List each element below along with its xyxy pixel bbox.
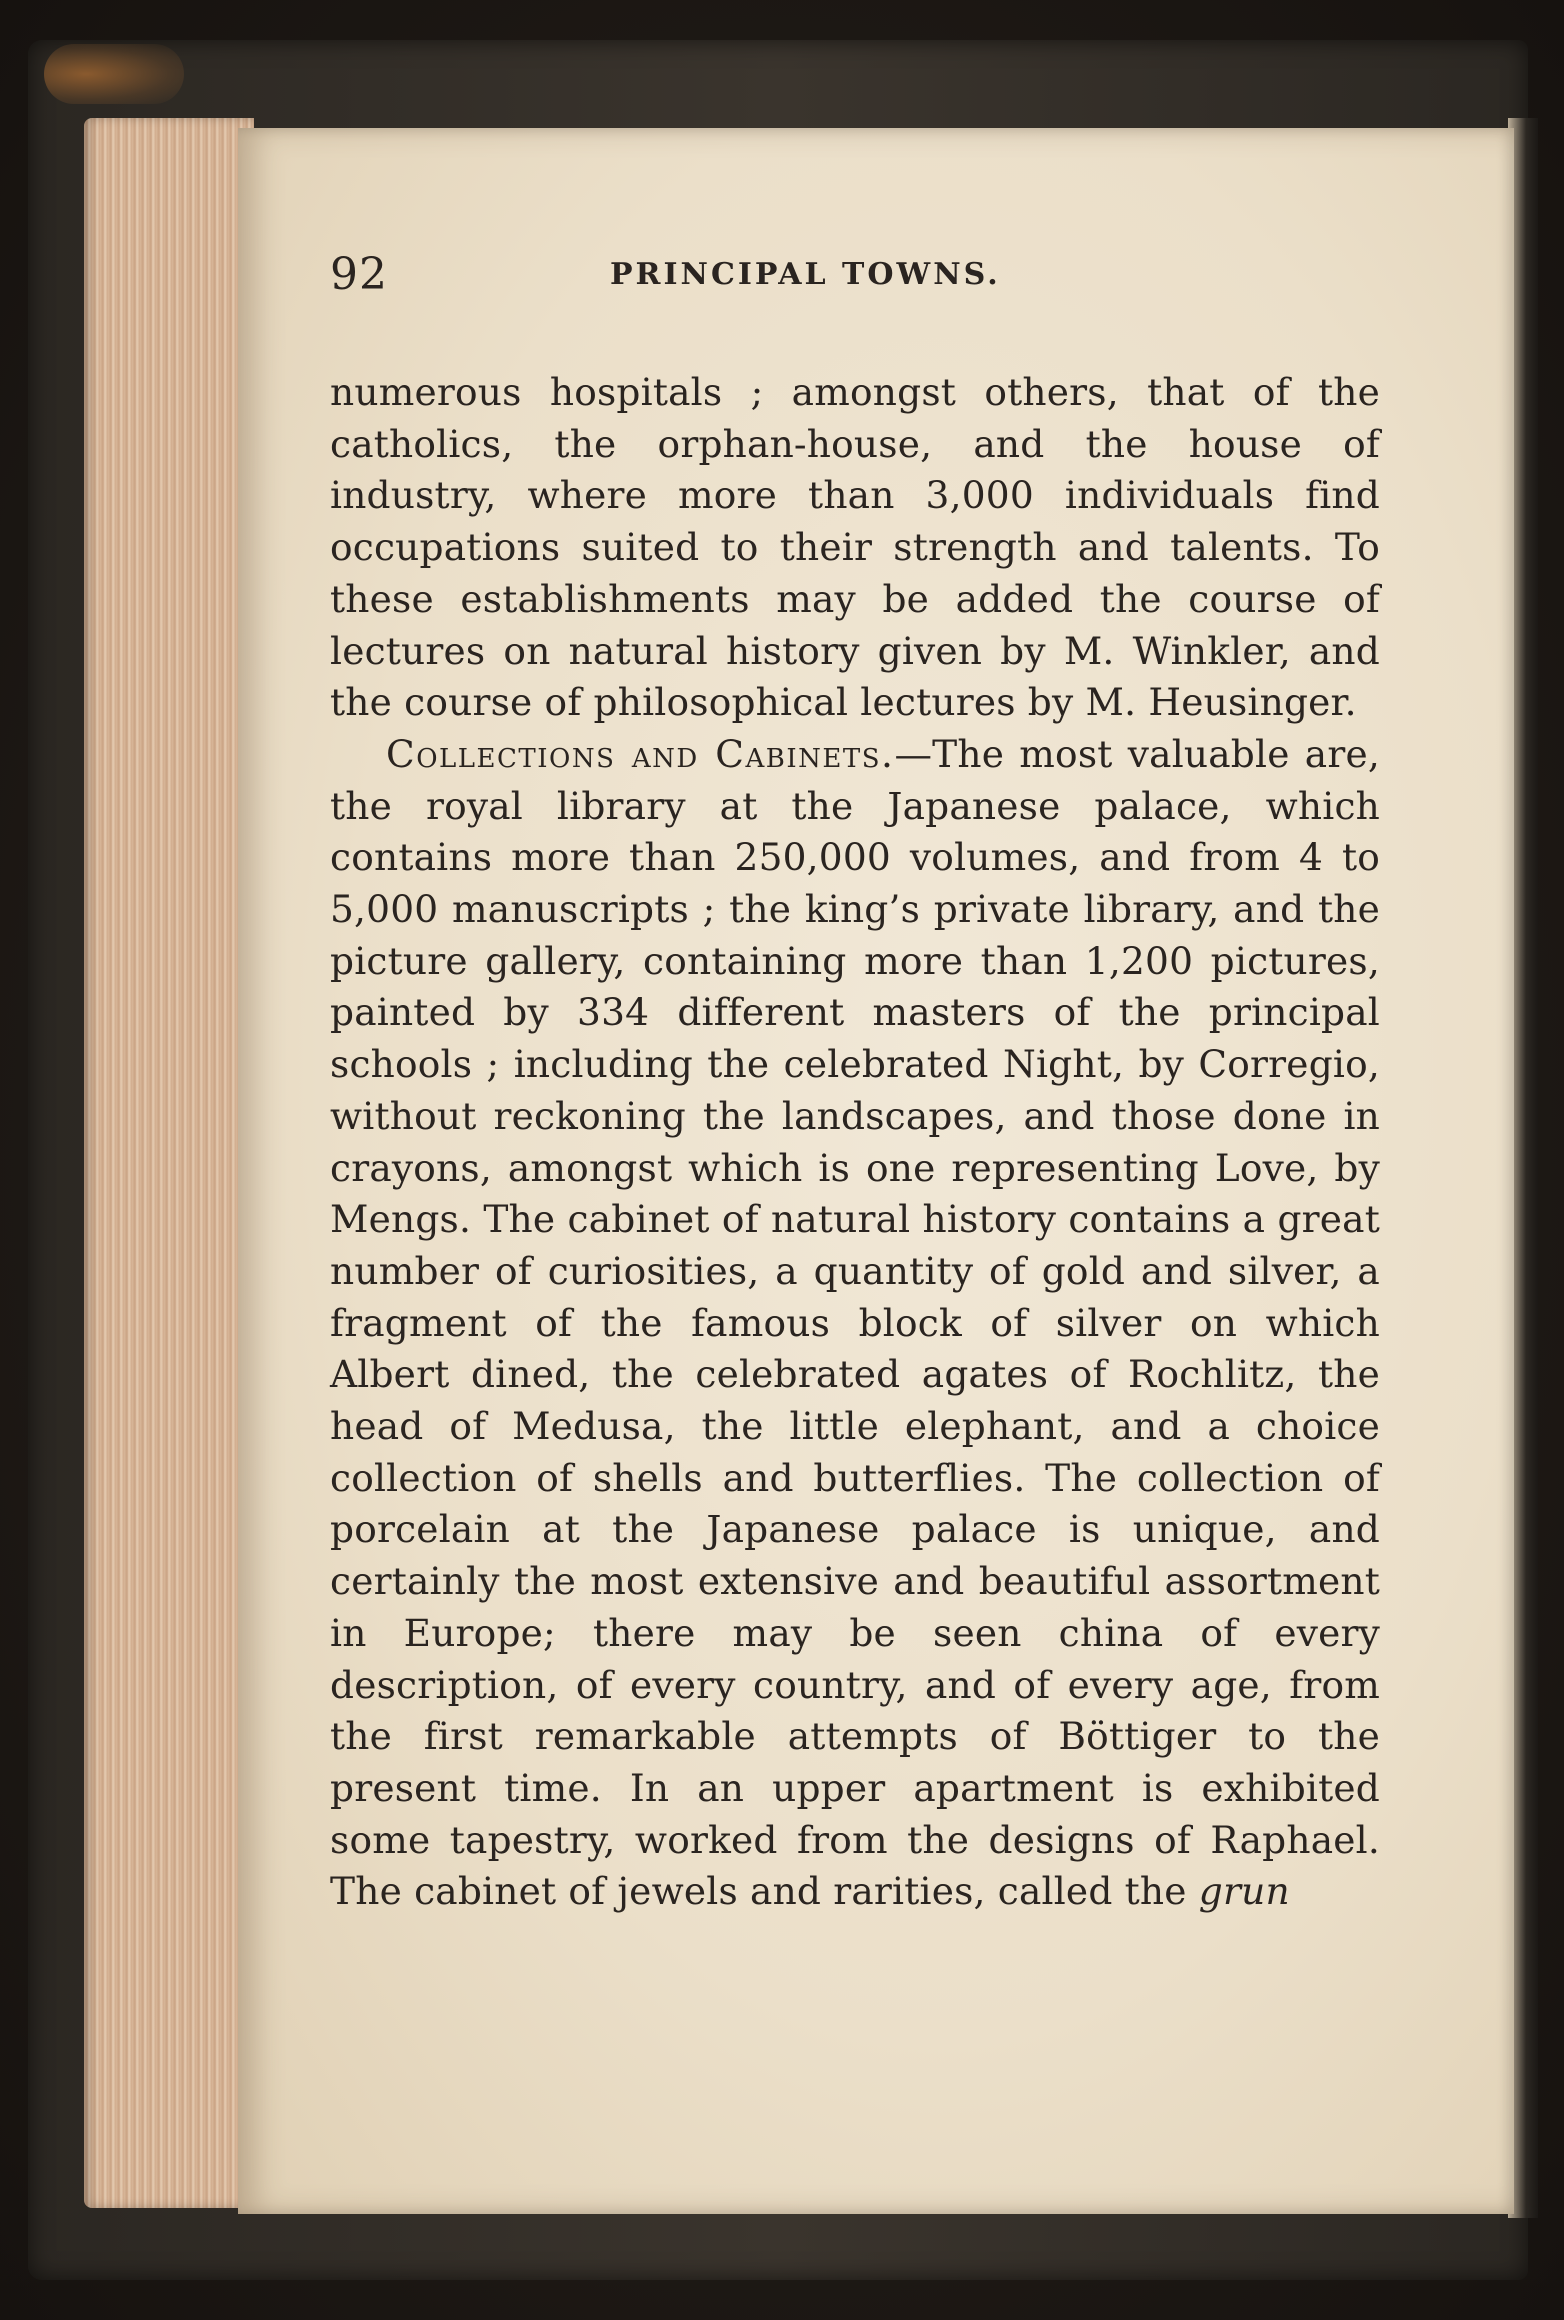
- page-number: 92: [330, 249, 388, 300]
- page-edges: [84, 118, 254, 2208]
- paragraph-collections: [330, 729, 1380, 1918]
- paragraph-hospitals: numerous hospitals ; amongst others, that of the catholics, the orphan-house, and the house of industry, where more than 3,000 individuals find occupations suited to their strength and talents. To these establishments may be added the course of lectures on natural history given by M. Winkler, and the course of philosophical lectures by M. Heusinger.: [330, 370, 1380, 725]
- catchword-grun: grun: [1198, 1869, 1290, 1914]
- paragraph-collections-text: —The most valuable are, the royal library at the Japanese palace, which contains more than 250,000 volumes, and from 4 to 5,000 manuscripts ; the king’s private library, and the picture gallery, containing more than 1,200 pictures, painted by 334 different masters of the principal schools ; including the celebrated Night, by Corregio, without reckoning the landscapes, and those done in crayons, amongst which is one representing Love, by Mengs. The cabinet of natural history contains a great number of curiosities, a quantity of gold and silver, a fragment of the famous block of silver on which Albert dined, the celebrated agates of Rochlitz, the head of Medusa, the little elephant, and a choice collection of shells and butterflies. The collection of porcelain at the Japanese palace is unique, and certainly the most extensive and beautiful assortment in Europe; there may be seen china of every description, of every country, and of every age, from the first remarkable attempts of Böttiger to the present time. In an upper apartment is exhibited some tapestry, worked from the designs of Raphael. The cabinet of jewels and rarities, called the: [330, 731, 1380, 1914]
- running-head: [330, 235, 1380, 315]
- page-text: [330, 235, 1380, 1918]
- section-heading: Collections and Cabinets.: [386, 731, 895, 776]
- running-title: PRINCIPAL TOWNS.: [610, 257, 1001, 292]
- cover-wear-mark: [44, 44, 184, 104]
- body-text: [330, 367, 1380, 1918]
